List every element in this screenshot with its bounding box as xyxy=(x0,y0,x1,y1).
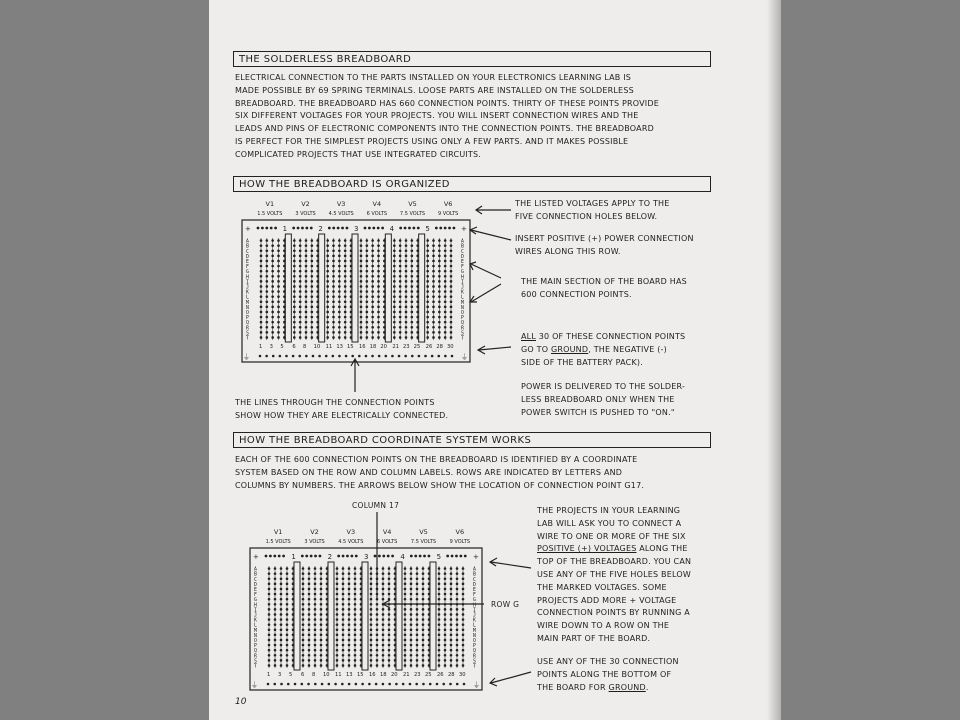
row-letter-right-C: C xyxy=(473,577,476,583)
row-letter-right-Q: Q xyxy=(473,649,476,655)
row-letter-right-B: B xyxy=(461,244,464,250)
row-letter-right-S: S xyxy=(473,659,476,665)
column-label-15: 15 xyxy=(357,672,364,678)
column-label-26: 26 xyxy=(437,672,444,678)
column-label-13: 13 xyxy=(346,672,353,678)
row-letter-right-P: P xyxy=(461,316,464,322)
row-letter-right-M: M xyxy=(473,628,476,634)
voltage-value-5: 7.5 VOLTS xyxy=(399,211,426,217)
bus-number-1: 1 xyxy=(291,553,296,561)
column-label-1: 1 xyxy=(259,344,263,350)
bus-plus-right: + xyxy=(473,553,479,561)
row-letter-left-P: P xyxy=(254,644,257,650)
column-label-21: 21 xyxy=(392,344,399,350)
row-letter-right-A: A xyxy=(473,567,476,573)
voltage-name-3: V3 xyxy=(336,200,346,208)
section-heading-coordinate-system: HOW THE BREADBOARD COORDINATE SYSTEM WORKS xyxy=(233,432,711,448)
voltage-name-6: V6 xyxy=(455,528,465,536)
voltage-name-2: V2 xyxy=(310,528,319,536)
column-label-15: 15 xyxy=(347,344,354,350)
note-ground-word: GROUND xyxy=(550,344,589,354)
row-letter-right-H: H xyxy=(461,275,464,281)
note-projects-a: THE PROJECTS IN YOUR LEARNING LAB WILL ASK YOU TO CONNECT A WIRE TO ONE OR MORE OF THE SIX xyxy=(537,506,686,541)
row-letter-left-M: M xyxy=(246,300,249,306)
column-label-1: 1 xyxy=(267,672,271,678)
row-letter-right-I: I xyxy=(473,608,476,614)
voltage-value-2: 3 VOLTS xyxy=(304,539,325,545)
note-ground-bottom-a: USE ANY OF THE 30 CONNECTION POINTS ALONG THE BOTTOM OF THE BOARD FOR xyxy=(537,657,679,692)
voltage-value-3: 4.5 VOLTS xyxy=(328,211,354,217)
row-letter-right-F: F xyxy=(473,593,476,599)
row-letter-left-R: R xyxy=(254,654,257,660)
row-letter-left-N: N xyxy=(246,305,249,311)
column-label-23: 23 xyxy=(403,344,410,350)
row-letter-left-K: K xyxy=(246,290,249,296)
row-letter-left-S: S xyxy=(254,659,257,665)
row-letter-left-S: S xyxy=(246,331,249,337)
row-letter-right-O: O xyxy=(473,638,476,644)
note-ground-bottom-underlined: GROUND xyxy=(608,682,646,692)
ground-symbol-right: ⏚ xyxy=(473,681,480,689)
intro-paragraph: ELECTRICAL CONNECTION TO THE PARTS INSTALLED ON YOUR ELECTRONICS LEARNING LAB IS MADE POSSIBLE BY 69 SPRING TERMINALS. LOOSE PARTS ARE INSTALLED ON THE SOLDERLESS BREADBOARD. THE BREADBOARD HAS 660 CONNECTION POINTS. THIRTY OF THESE POINTS PROVIDE SIX DIFFERENT VOLTAGES FOR YOUR PROJECTS. YOU WILL INSERT CONNECTION WIRES AND THE LEADS AND PINS OF ELECTRONIC COMPONENTS INTO THE CONNECTION POINTS. THE BREADBOARD IS PERFECT FOR THE SIMPLEST PROJECTS USING ONLY A FEW PARTS. AND IT MAKES POSSIBLE COMPLICATED PROJECTS THAT USE INTEGRATED CIRCUITS. xyxy=(235,73,659,159)
row-letter-right-A: A xyxy=(461,239,464,245)
bus-number-3: 3 xyxy=(354,225,359,233)
row-letter-right-G: G xyxy=(461,270,464,276)
row-letter-left-T: T xyxy=(254,664,257,670)
column-label-10: 10 xyxy=(313,344,321,350)
voltage-name-1: V1 xyxy=(265,200,275,208)
note-ground-suffix: , THE NEGATIVE (-) SIDE OF THE BATTERY PACK). xyxy=(521,344,667,367)
column-label-3: 3 xyxy=(269,344,273,350)
voltage-value-6: 9 VOLTS xyxy=(437,211,459,217)
voltage-name-5: V5 xyxy=(419,528,428,536)
row-letter-right-L: L xyxy=(473,623,476,629)
ground-symbol-right: ⏚ xyxy=(461,353,468,361)
note-positive-row: INSERT POSITIVE (+) POWER CONNECTION WIRES ALONG THIS ROW. xyxy=(515,234,694,256)
column-label-3: 3 xyxy=(278,672,282,678)
row-letter-right-E: E xyxy=(461,259,464,265)
label-row-g: ROW G xyxy=(491,600,520,609)
row-letter-right-T: T xyxy=(473,664,476,670)
coordinate-paragraph: EACH OF THE 600 CONNECTION POINTS ON THE BREADBOARD IS IDENTIFIED BY A COORDINATE SYSTEM BASED ON THE ROW AND COLUMN LABELS. ROWS ARE INDICATED BY LETTERS AND COLUMNS BY NUMBERS. THE ARROWS BELOW SHOW THE LOCATION OF CONNECTION POINT G17. xyxy=(235,455,645,490)
row-letter-right-T: T xyxy=(461,336,464,342)
column-label-20: 20 xyxy=(391,672,398,678)
column-label-21: 21 xyxy=(403,672,410,678)
note-projects-b: ALONG THE TOP OF THE BREADBOARD. YOU CAN USE ANY OF THE FIVE HOLES BELOW THE MARKED VOLTAGES. SOME PROJECTS ADD MORE + VOLTAGE CONNECTION POINTS BY RUNNING A WIRE DOWN TO A ROW ON THE MAIN PART OF THE BOARD. xyxy=(537,544,692,643)
note-main-section: THE MAIN SECTION OF THE BOARD HAS 600 CONNECTION POINTS. xyxy=(521,277,687,299)
note-ground-bottom-b: . xyxy=(645,682,649,692)
row-letter-right-H: H xyxy=(473,603,476,609)
row-letter-right-I: I xyxy=(461,280,464,286)
note-projects xyxy=(537,505,691,646)
column-label-11: 11 xyxy=(335,672,342,678)
row-letter-left-N: N xyxy=(254,633,257,639)
row-letter-right-S: S xyxy=(461,331,464,337)
bus-number-1: 1 xyxy=(282,225,288,233)
voltage-value-5: 7.5 VOLTS xyxy=(410,539,437,545)
bus-number-2: 2 xyxy=(327,553,333,561)
row-letter-left-H: H xyxy=(246,275,249,281)
voltage-name-4: V4 xyxy=(382,528,392,536)
bus-number-5: 5 xyxy=(436,553,442,561)
bus-plus-left: + xyxy=(253,553,259,561)
column-label-6: 6 xyxy=(292,344,296,350)
row-letter-left-L: L xyxy=(254,623,257,629)
bus-plus-left: + xyxy=(245,225,251,233)
row-letter-left-M: M xyxy=(254,628,257,634)
label-column-17: COLUMN 17 xyxy=(352,501,400,510)
row-letter-left-C: C xyxy=(246,249,249,255)
row-letter-right-L: L xyxy=(461,295,464,301)
note-power: POWER IS DELIVERED TO THE SOLDER- LESS BREADBOARD ONLY WHEN THE POWER SWITCH IS PUSHED TO "ON." xyxy=(521,382,686,417)
voltage-name-3: V3 xyxy=(346,528,356,536)
voltage-value-2: 3 VOLTS xyxy=(295,211,316,217)
row-letter-left-F: F xyxy=(254,593,257,599)
column-label-20: 20 xyxy=(380,344,387,350)
row-letter-left-B: B xyxy=(254,572,257,578)
row-letter-right-K: K xyxy=(473,618,476,624)
row-letter-left-B: B xyxy=(246,244,249,250)
row-letter-right-E: E xyxy=(473,587,476,593)
row-letter-right-N: N xyxy=(473,633,476,639)
coordinate-arrows xyxy=(209,0,781,720)
row-letter-left-T: T xyxy=(246,336,249,342)
column-label-5: 5 xyxy=(289,672,293,678)
row-letter-left-J: J xyxy=(246,285,249,291)
row-letter-right-D: D xyxy=(461,254,464,260)
column-label-25: 25 xyxy=(425,672,432,678)
row-letter-right-R: R xyxy=(473,654,476,660)
row-letter-right-M: M xyxy=(461,300,464,306)
voltage-name-5: V5 xyxy=(408,200,417,208)
column-label-10: 10 xyxy=(323,672,330,678)
voltage-name-6: V6 xyxy=(443,200,453,208)
row-letter-left-Q: Q xyxy=(254,649,257,655)
row-letter-left-J: J xyxy=(254,613,257,619)
column-label-28: 28 xyxy=(448,672,455,678)
row-letter-left-E: E xyxy=(246,259,249,265)
row-letter-left-E: E xyxy=(254,587,257,593)
column-label-8: 8 xyxy=(312,672,316,678)
bus-number-4: 4 xyxy=(389,225,395,233)
row-letter-right-P: P xyxy=(473,644,476,650)
row-letter-left-H: H xyxy=(254,603,257,609)
column-label-25: 25 xyxy=(413,344,421,350)
voltage-name-1: V1 xyxy=(273,528,283,536)
scanned-page xyxy=(209,0,781,720)
row-letter-left-L: L xyxy=(246,295,249,301)
column-label-18: 18 xyxy=(369,344,377,350)
arrow-ground-bottom xyxy=(491,672,531,683)
row-letter-right-D: D xyxy=(473,582,476,588)
row-letter-left-P: P xyxy=(246,316,249,322)
column-label-5: 5 xyxy=(280,344,284,350)
column-label-23: 23 xyxy=(414,672,421,678)
section-heading-organization: HOW THE BREADBOARD IS ORGANIZED xyxy=(233,176,711,192)
column-label-30: 30 xyxy=(447,344,454,350)
row-letter-right-N: N xyxy=(461,305,464,311)
column-label-16: 16 xyxy=(359,344,366,350)
row-letter-left-Q: Q xyxy=(246,321,249,327)
ground-symbol-left: ⏚ xyxy=(243,353,250,361)
ground-symbol-left: ⏚ xyxy=(251,681,258,689)
section-heading-solderless-breadboard: THE SOLDERLESS BREADBOARD xyxy=(233,51,711,67)
column-label-6: 6 xyxy=(301,672,305,678)
row-letter-left-O: O xyxy=(246,310,249,316)
bus-number-3: 3 xyxy=(364,553,369,561)
row-letter-right-R: R xyxy=(461,326,464,332)
column-label-28: 28 xyxy=(436,344,443,350)
row-letter-right-Q: Q xyxy=(461,321,464,327)
voltage-value-6: 9 VOLTS xyxy=(449,539,471,545)
note-connection-lines: THE LINES THROUGH THE CONNECTION POINTS SHOW HOW THEY ARE ELECTRICALLY CONNECTED. xyxy=(235,398,449,420)
note-ground-all: ALL xyxy=(521,332,536,341)
arrow-positive-voltages xyxy=(491,562,531,568)
voltage-value-4: 6 VOLTS xyxy=(376,539,398,545)
voltage-value-4: 6 VOLTS xyxy=(366,211,388,217)
note-ground-bottom xyxy=(537,656,679,694)
row-letter-right-C: C xyxy=(461,249,464,255)
voltage-name-4: V4 xyxy=(372,200,382,208)
column-label-26: 26 xyxy=(425,344,433,350)
page-number: 10 xyxy=(235,697,247,707)
row-letter-left-F: F xyxy=(246,265,249,271)
row-letter-right-B: B xyxy=(473,572,476,578)
bus-number-5: 5 xyxy=(425,225,430,233)
note-projects-underlined: POSITIVE (+) VOLTAGES xyxy=(537,544,637,554)
column-label-8: 8 xyxy=(303,344,307,350)
column-label-18: 18 xyxy=(380,672,387,678)
bus-number-4: 4 xyxy=(400,553,405,561)
column-label-30: 30 xyxy=(459,672,466,678)
note-voltages: THE LISTED VOLTAGES APPLY TO THE FIVE CONNECTION HOLES BELOW. xyxy=(515,199,670,221)
bus-number-2: 2 xyxy=(318,225,323,233)
column-label-16: 16 xyxy=(369,672,376,678)
column-label-13: 13 xyxy=(336,344,343,350)
row-letter-left-I: I xyxy=(246,280,249,286)
row-letter-right-J: J xyxy=(461,285,464,291)
row-letter-left-K: K xyxy=(254,618,257,624)
note-ground-mid: 30 OF THESE CONNECTION POINTS GO TO xyxy=(521,332,686,354)
row-letter-right-O: O xyxy=(461,310,464,316)
row-letter-left-I: I xyxy=(254,608,257,614)
row-letter-left-O: O xyxy=(254,638,257,644)
row-letter-left-A: A xyxy=(254,567,257,573)
row-letter-right-K: K xyxy=(461,290,464,296)
voltage-name-2: V2 xyxy=(301,200,310,208)
row-letter-right-G: G xyxy=(473,598,476,604)
row-letter-right-J: J xyxy=(473,613,476,619)
row-letter-left-G: G xyxy=(254,598,257,604)
row-letter-left-D: D xyxy=(246,254,249,260)
row-letter-left-G: G xyxy=(246,270,249,276)
row-letter-left-C: C xyxy=(254,577,257,583)
row-letter-left-A: A xyxy=(246,239,249,245)
row-letter-right-F: F xyxy=(461,265,464,271)
row-letter-left-D: D xyxy=(254,582,257,588)
voltage-value-3: 4.5 VOLTS xyxy=(338,539,364,545)
row-letter-left-R: R xyxy=(246,326,249,332)
voltage-value-1: 1.5 VOLTS xyxy=(265,539,291,545)
voltage-value-1: 1.5 VOLTS xyxy=(257,211,283,217)
column-label-11: 11 xyxy=(325,344,333,350)
bus-plus-right: + xyxy=(461,225,467,233)
